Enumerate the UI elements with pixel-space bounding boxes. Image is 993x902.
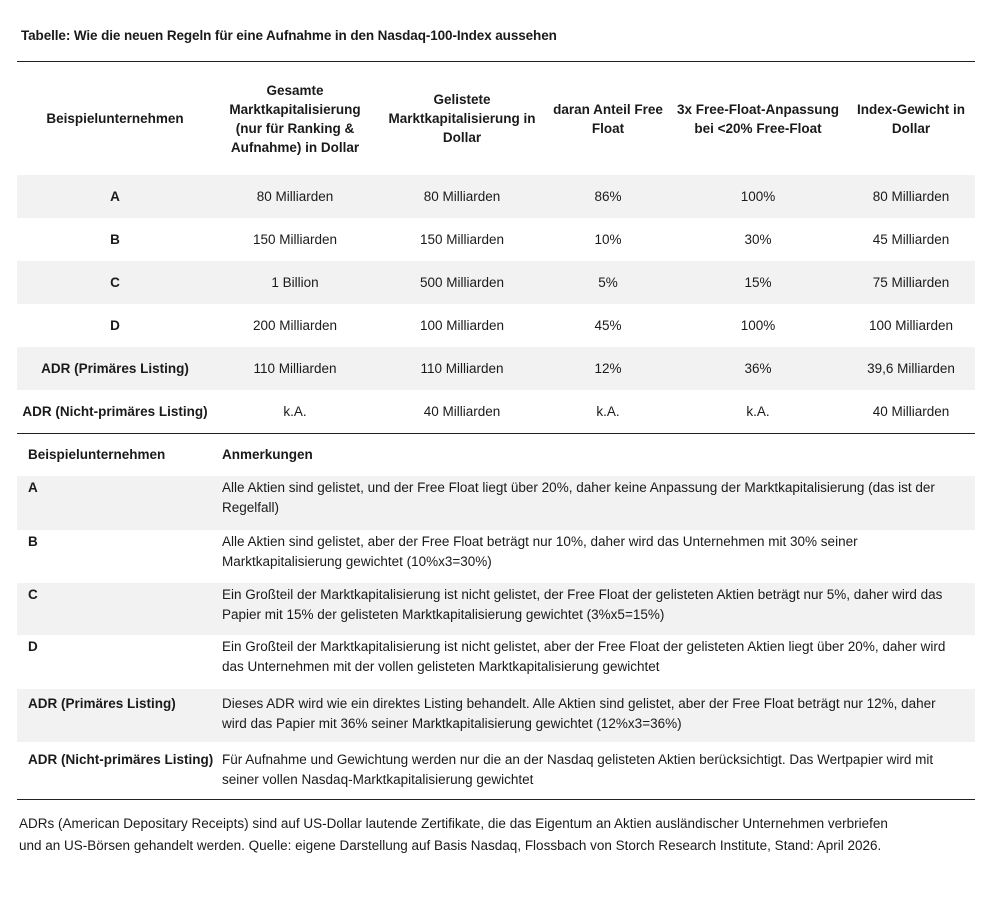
table-row [17, 390, 975, 433]
cell-free-float-share: k.A. [596, 404, 620, 419]
cell-index-weight: 40 Milliarden [872, 404, 950, 419]
header-company: Beispielunternehmen [46, 111, 184, 126]
cell-index-weight: 45 Milliarden [872, 232, 950, 247]
notes-cell-remark: Dieses ADR wird wie ein direktes Listing behandelt. Alle Aktien sind gelistet, aber der Free Float beträgt nur 12%, daher wird das Papier mit 36% seiner Marktkapitalisierung gewichtet (12%x3=36%) [222, 696, 936, 731]
table-row [17, 583, 975, 635]
header-total-market-cap: Gesamte Marktkapitalisierung (nur für Ranking & Aufnahme) in Dollar [229, 82, 361, 155]
cell-free-float-share: 45% [594, 318, 622, 333]
table-row [17, 304, 975, 347]
notes-cell-company: C [28, 587, 38, 602]
cell-company: D [110, 318, 120, 333]
cell-index-weight: 75 Milliarden [872, 275, 950, 290]
notes-cell-company: B [28, 534, 38, 549]
notes-cell-company: A [28, 480, 38, 495]
notes-cell-company: ADR (Primäres Listing) [28, 696, 176, 711]
cell-listed-market-cap: 100 Milliarden [419, 318, 505, 333]
cell-listed-market-cap: 80 Milliarden [423, 189, 501, 204]
cell-company: ADR (Nicht-primäres Listing) [22, 404, 208, 419]
table-row [17, 689, 975, 742]
cell-free-float-adjustment: 15% [744, 275, 772, 290]
cell-free-float-share: 86% [594, 189, 622, 204]
cell-free-float-adjustment: 36% [744, 361, 772, 376]
cell-company: ADR (Primäres Listing) [41, 361, 189, 376]
cell-listed-market-cap: 40 Milliarden [423, 404, 501, 419]
table-row [17, 218, 975, 261]
header-index-weight: Index-Gewicht in Dollar [856, 101, 965, 136]
cell-free-float-adjustment: 100% [740, 318, 776, 333]
cell-company: C [110, 275, 120, 290]
cell-index-weight: 100 Milliarden [868, 318, 954, 333]
cell-total-market-cap: 150 Milliarden [252, 232, 338, 247]
cell-free-float-share: 12% [594, 361, 622, 376]
table-title: Tabelle: Wie die neuen Regeln für eine Aufnahme in den Nasdaq-100-Index aussehen [21, 28, 557, 43]
cell-total-market-cap: k.A. [283, 404, 307, 419]
notes-cell-remark: Alle Aktien sind gelistet, und der Free Float liegt über 20%, daher keine Anpassung der Marktkapitalisierung (das ist der Regelfall) [222, 480, 935, 515]
cell-free-float-adjustment: 100% [740, 189, 776, 204]
table-row [17, 476, 975, 530]
table-row [17, 530, 975, 583]
notes-table [17, 434, 975, 799]
table-row [17, 347, 975, 390]
notes-header-remarks: Anmerkungen [222, 447, 313, 462]
notes-header-company: Beispielunternehmen [28, 447, 166, 462]
cell-index-weight: 80 Milliarden [872, 189, 950, 204]
main-table [17, 62, 975, 433]
cell-listed-market-cap: 150 Milliarden [419, 232, 505, 247]
table-row [17, 175, 975, 218]
cell-free-float-adjustment: 30% [744, 232, 772, 247]
notes-cell-remark: Ein Großteil der Marktkapitalisierung ist nicht gelistet, aber der Free Float der gelisteten Aktien liegt über 20%, daher wird das Unternehmen mit der vollen gelisteten Marktkapitalisierung gewichtet [222, 639, 946, 674]
cell-listed-market-cap: 500 Milliarden [419, 275, 505, 290]
cell-free-float-share: 5% [598, 275, 618, 290]
table-row [17, 261, 975, 304]
header-free-float-share: daran Anteil Free Float [553, 101, 663, 136]
header-listed-market-cap: Gelistete Marktkapitalisierung in Dollar [388, 92, 536, 145]
main-table-header-row [17, 62, 975, 175]
cell-total-market-cap: 80 Milliarden [256, 189, 334, 204]
notes-cell-company: ADR (Nicht-primäres Listing) [28, 752, 214, 767]
cell-listed-market-cap: 110 Milliarden [420, 361, 504, 376]
cell-company: B [110, 232, 120, 247]
notes-table-header-row [17, 434, 975, 476]
cell-company: A [110, 189, 120, 204]
notes-cell-remark: Alle Aktien sind gelistet, aber der Free Float beträgt nur 10%, daher wird das Unternehmen mit 30% seiner Marktkapitalisierung gewichtet (10%x3=30%) [222, 534, 858, 569]
table-row [17, 742, 975, 799]
footnote: ADRs (American Depositary Receipts) sind auf US-Dollar lautende Zertifikate, die das Eigentum an Aktien ausländischer Unternehmen verbriefen und an US-Börsen gehandelt werden. Quelle: eigene Darstellung auf Basis Nasdaq, Flossbach von Storch Research Institute, Stand: April 2026. [19, 816, 888, 853]
table-row [17, 635, 975, 689]
header-free-float-adjustment: 3x Free-Float-Anpassung bei <20% Free-Float [676, 101, 840, 136]
notes-cell-remark: Ein Großteil der Marktkapitalisierung ist nicht gelistet, der Free Float der gelisteten Aktien beträgt nur 5%, daher wird das Papier mit 15% der gelisteten Marktkapitalisierung gewichtet (3%x5=15%) [222, 587, 943, 622]
notes-cell-company: D [28, 639, 38, 654]
cell-free-float-adjustment: k.A. [746, 404, 770, 419]
cell-total-market-cap: 1 Billion [271, 275, 319, 290]
cell-free-float-share: 10% [594, 232, 622, 247]
notes-cell-remark: Für Aufnahme und Gewichtung werden nur die an der Nasdaq gelisteten Aktien berücksichtigt. Das Wertpapier wird mit seiner vollen Nasdaq-Marktkapitalisierung gewichtet [222, 752, 934, 787]
bottom-rule [17, 799, 975, 800]
cell-index-weight: 39,6 Milliarden [867, 361, 955, 376]
cell-total-market-cap: 200 Milliarden [252, 318, 338, 333]
cell-total-market-cap: 110 Milliarden [253, 361, 337, 376]
